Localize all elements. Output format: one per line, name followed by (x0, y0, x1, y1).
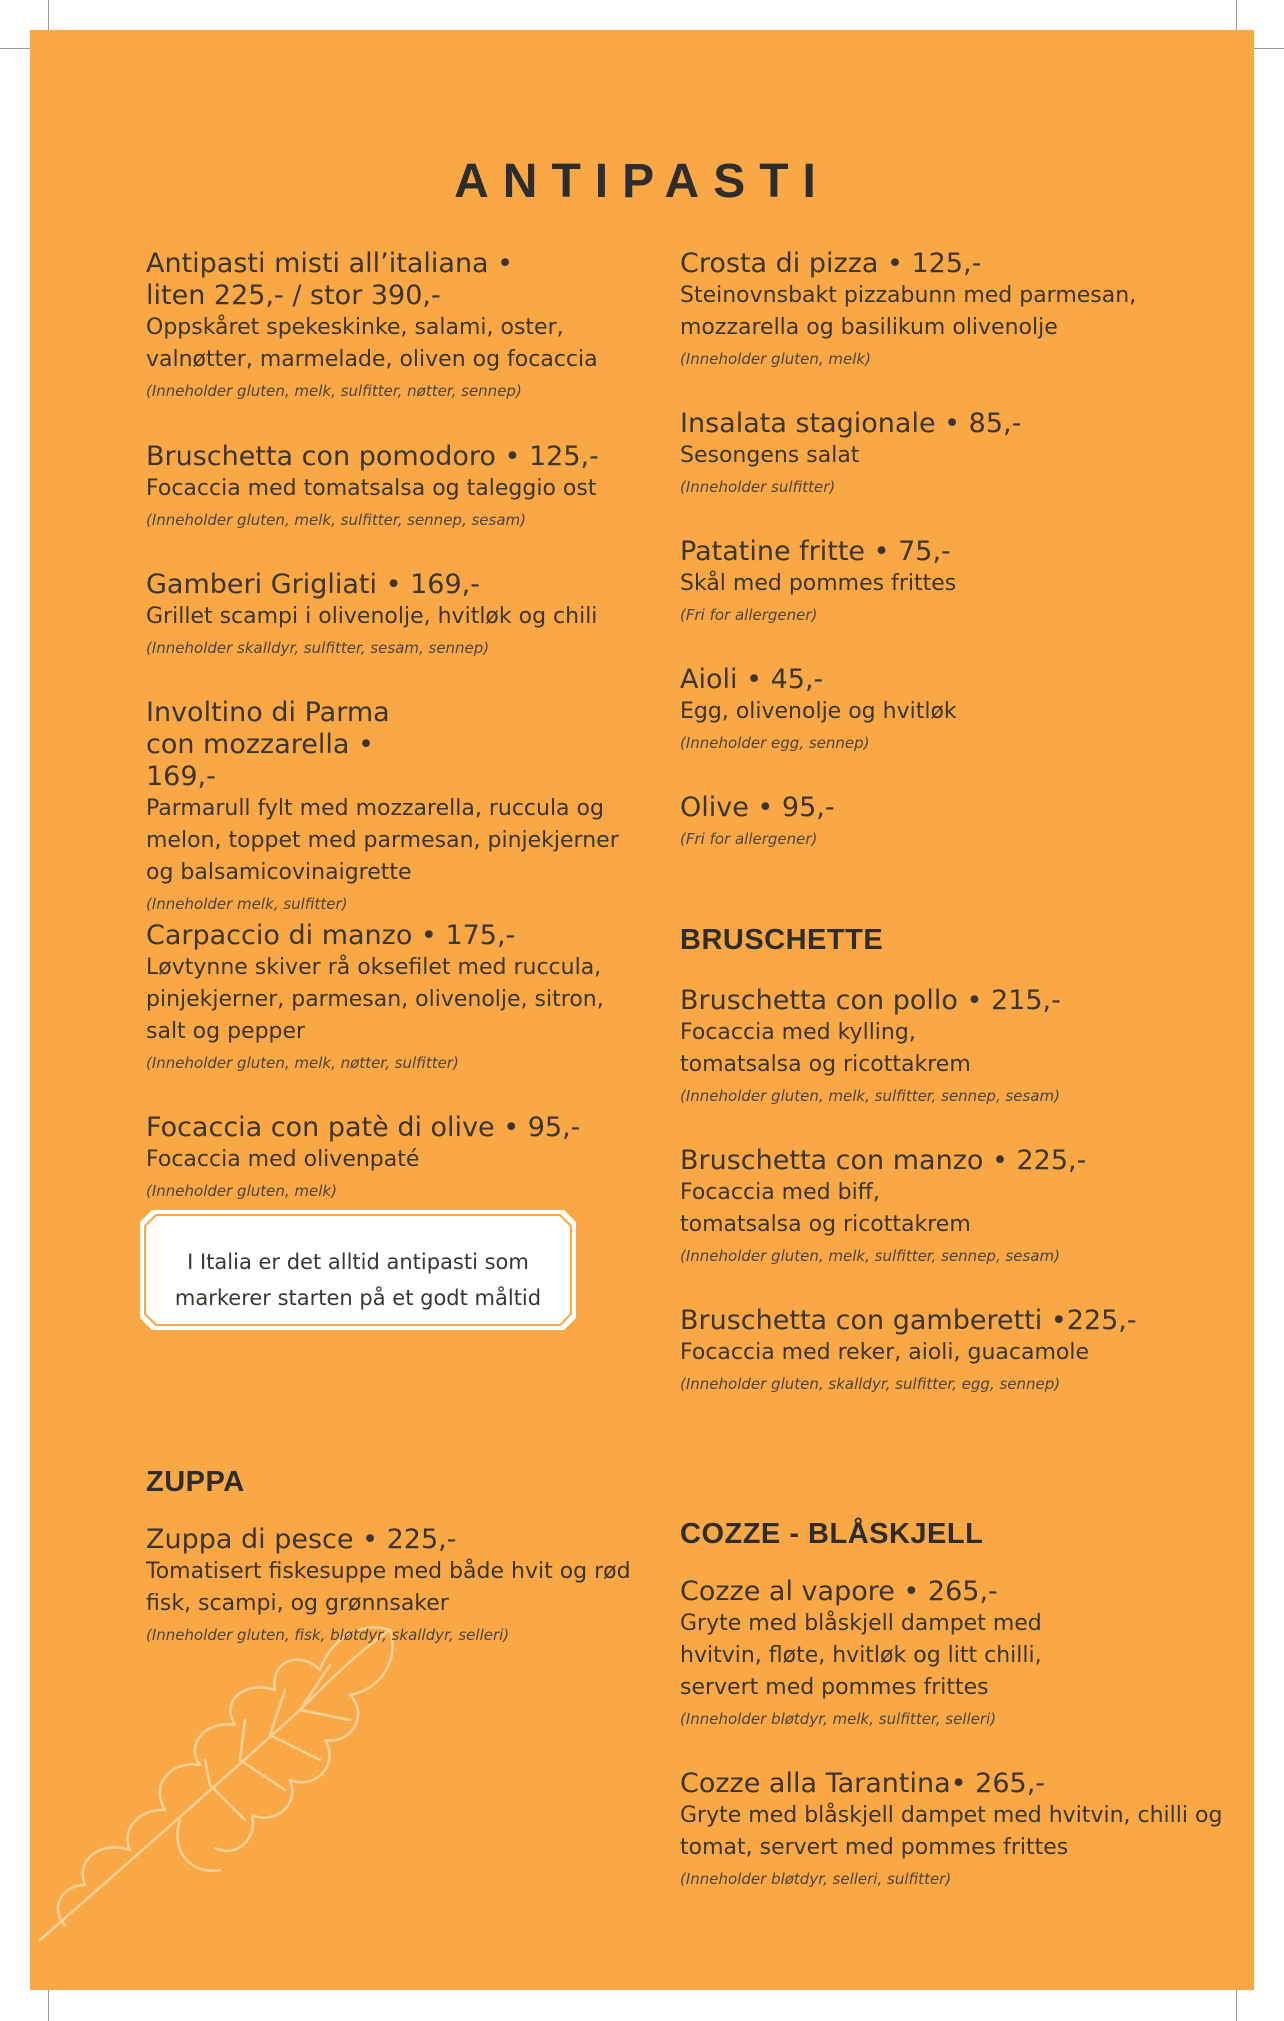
section-title-bruschette: BRUSCHETTE (680, 924, 884, 956)
leaf-illustration (30, 1610, 410, 1950)
menu-item (146, 1112, 636, 1200)
menu-item (146, 441, 636, 529)
menu-item (680, 1305, 1240, 1393)
item-description: Grillet scampi i olivenolje, hvitløk og chili (146, 604, 598, 629)
item-description: Gryte med blåskjell dampet med hvitvin, fløte, hvitløk og litt chilli, servert med pommes frittes (680, 1611, 1042, 1700)
item-name: Antipasti misti all’italiana • liten 225,- / stor 390,- (146, 248, 514, 311)
item-description: Oppskåret spekeskinke, salami, oster, valnøtter, marmelade, oliven og focaccia (146, 315, 598, 372)
item-name: Aioli • 45,- (680, 664, 824, 695)
crop-mark (1236, 1990, 1237, 2021)
item-name: Cozze al vapore • 265,- (680, 1576, 998, 1607)
item-name: Bruschetta con manzo • 225,- (680, 1145, 1087, 1176)
crop-mark (0, 48, 30, 49)
item-description: Focaccia med tomatsalsa og taleggio ost (146, 476, 597, 501)
item-description: Skål med pommes frittes (680, 571, 957, 596)
menu-item (680, 248, 1240, 368)
item-name: Zuppa di pesce • 225,- (146, 1524, 457, 1555)
crop-mark (48, 0, 49, 30)
item-name: Involtino di Parma con mozzarella • 169,- (146, 697, 390, 792)
menu-item (680, 1576, 1240, 1728)
item-allergens: (Inneholder bløtdyr, melk, sulfitter, selleri) (680, 1710, 997, 1728)
item-name: Focaccia con patè di olive • 95,- (146, 1112, 581, 1143)
item-allergens: (Inneholder gluten, melk) (146, 1182, 337, 1200)
item-name: Olive • 95,- (680, 792, 835, 823)
item-allergens: (Inneholder gluten, melk, sulfitter, nøtter, sennep) (146, 382, 522, 400)
menu-page (30, 30, 1254, 1990)
item-description: Focaccia med reker, aioli, guacamole (680, 1340, 1089, 1365)
menu-item (146, 697, 636, 913)
menu-item (680, 792, 1240, 848)
menu-item (680, 408, 1240, 496)
item-name: Bruschetta con pomodoro • 125,- (146, 441, 599, 472)
menu-item (680, 985, 1240, 1105)
item-description: Løvtynne skiver rå oksefilet med ruccula, pinjekjerner, parmesan, olivenolje, sitron, salt og pepper (146, 955, 604, 1044)
item-description: Sesongens salat (680, 443, 860, 468)
item-allergens: (Inneholder gluten, melk, sulfitter, sennep, sesam) (146, 511, 526, 529)
item-allergens: (Inneholder skalldyr, sulfitter, sesam, sennep) (146, 639, 490, 657)
menu-item (146, 920, 636, 1072)
item-name: Insalata stagionale • 85,- (680, 408, 1022, 439)
menu-item (680, 1768, 1240, 1888)
menu-item (146, 569, 636, 657)
menu-item (680, 664, 1240, 752)
item-name: Carpaccio di manzo • 175,- (146, 920, 516, 951)
item-name: Crosta di pizza • 125,- (680, 248, 982, 279)
item-allergens: (Inneholder gluten, melk, nøtter, sulfitter) (146, 1054, 459, 1072)
quote-text: I Italia er det alltid antipasti som markerer starten på et godt måltid (174, 1250, 542, 1310)
item-description: Focaccia med olivenpaté (146, 1147, 420, 1172)
quote-box (140, 1210, 576, 1330)
item-allergens: (Inneholder gluten, melk) (680, 350, 871, 368)
item-name: Cozze alla Tarantina• 265,- (680, 1768, 1046, 1799)
item-description: Focaccia med kylling, tomatsalsa og ricottakrem (680, 1020, 971, 1077)
crop-mark (48, 1990, 49, 2021)
item-allergens: (Fri for allergener) (680, 606, 818, 624)
menu-item (680, 1145, 1240, 1265)
item-name: Bruschetta con gamberetti •225,- (680, 1305, 1137, 1336)
menu-item (680, 536, 1240, 624)
item-description: Gryte med blåskjell dampet med hvitvin, chilli og tomat, servert med pommes frittes (680, 1803, 1223, 1860)
item-name: Patatine fritte • 75,- (680, 536, 951, 567)
item-allergens: (Inneholder melk, sulfitter) (146, 895, 348, 913)
item-allergens: (Inneholder egg, sennep) (680, 734, 870, 752)
item-name: Bruschetta con pollo • 215,- (680, 985, 1061, 1016)
page-title: ANTIPASTI (454, 155, 830, 208)
item-allergens: (Inneholder sulfitter) (680, 478, 836, 496)
item-description: Tomatisert fiskesuppe med både hvit og rød fisk, scampi, og grønnsaker (146, 1559, 631, 1616)
item-name: Gamberi Grigliati • 169,- (146, 569, 480, 600)
item-allergens: (Inneholder gluten, melk, sulfitter, sennep, sesam) (680, 1087, 1060, 1105)
item-description: Steinovnsbakt pizzabunn med parmesan, mozzarella og basilikum olivenolje (680, 283, 1137, 340)
item-description: Egg, olivenolje og hvitløk (680, 699, 957, 724)
section-title-zuppa: ZUPPA (146, 1466, 245, 1498)
item-allergens: (Inneholder gluten, fisk, bløtdyr, skalldyr, selleri) (146, 1626, 510, 1644)
item-allergens: (Fri for allergener) (680, 830, 818, 848)
section-title-cozze: COZZE - BLÅSKJELL (680, 1518, 984, 1550)
item-description: Parmarull fylt med mozzarella, ruccula og melon, toppet med parmesan, pinjekjerner og balsamicovinaigrette (146, 796, 619, 885)
crop-mark (1236, 0, 1237, 30)
item-allergens: (Inneholder gluten, skalldyr, sulfitter, egg, sennep) (680, 1375, 1061, 1393)
crop-mark (1254, 48, 1284, 49)
item-description: Focaccia med biff, tomatsalsa og ricottakrem (680, 1180, 971, 1237)
menu-item (146, 1524, 636, 1644)
menu-item (146, 248, 636, 400)
item-allergens: (Inneholder bløtdyr, selleri, sulfitter) (680, 1870, 952, 1888)
item-allergens: (Inneholder gluten, melk, sulfitter, sennep, sesam) (680, 1247, 1060, 1265)
